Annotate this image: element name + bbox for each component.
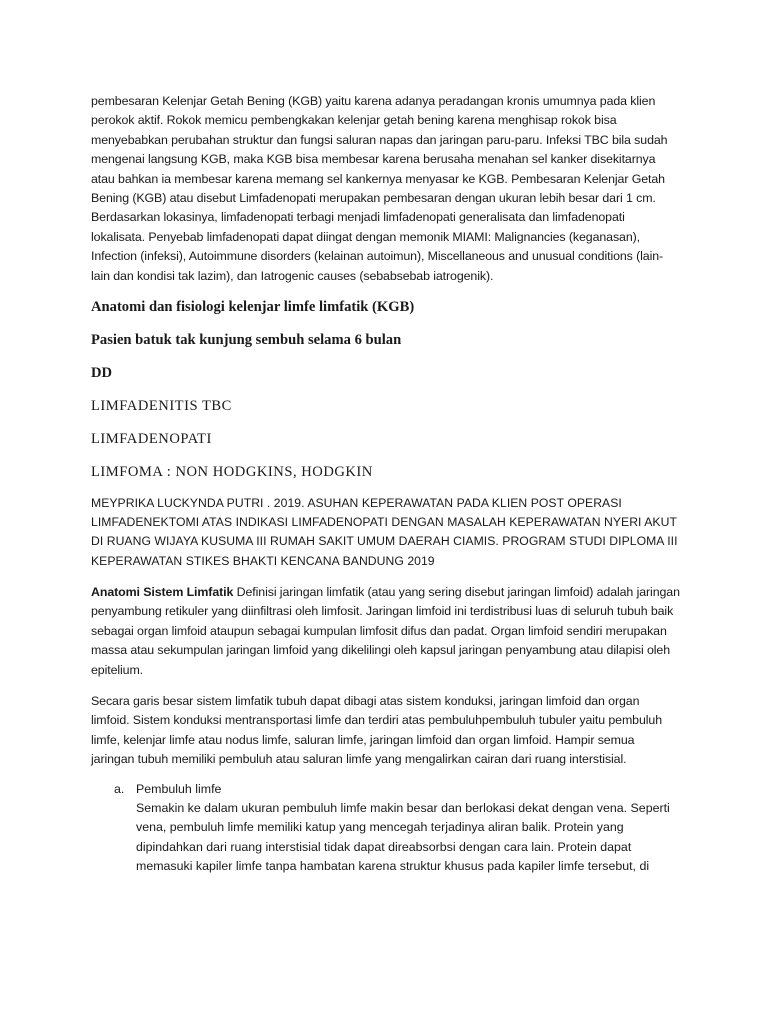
paragraph-text: Definisi jaringan limfatik (atau yang sering disebut jaringan limfoid) adalah jaringan penyambung retikuler yang diinfiltrasi oleh limfosit. Jaringan limfoid ini terdistribusi luas di seluruh tubuh baik sebagai organ limfoid ataupun sebagai kumpulan limfosit difus dan padat. Organ limfoid sendiri merupakan massa atau sekumpulan jaringan limfoid yang dikelilingi oleh kapsul jaringan penyambung atau dilapisi oleh epitelium. — [91, 584, 680, 677]
document-content — [91, 92, 681, 877]
section-heading: Anatomi dan fisiologi kelenjar limfe limfatik (KGB) — [91, 299, 415, 316]
section-heading: LIMFADENOPATI — [91, 431, 212, 448]
section-heading: DD — [91, 365, 113, 382]
section-heading: Pasien batuk tak kunjung sembuh selama 6 bulan — [91, 332, 402, 349]
body-paragraph: Secara garis besar sistem limfatik tubuh dapat dibagi atas sistem konduksi, jaringan limfoid dan organ limfoid. Sistem konduksi mentransportasi limfe dan terdiri atas pembuluhpembuluh tubuler yaitu pembuluh limfe, kelenjar limfe atau nodus limfe, saluran limfe, jaringan limfoid dan organ limfoid. Hampir semua jaringan tubuh memiliki pembuluh atau saluran limfe yang mengalirkan cairan dari ruang interstisial. — [91, 693, 662, 767]
list-item — [91, 780, 681, 877]
body-paragraph — [91, 583, 681, 680]
list-item-title: Pembuluh limfe — [136, 781, 222, 796]
section-heading: LIMFOMA : NON HODGKINS, HODGKIN — [91, 464, 373, 481]
body-paragraph: pembesaran Kelenjar Getah Bening (KGB) yaitu karena adanya peradangan kronis umumnya pada klien perokok aktif. Rokok memicu pembengkakan kelenjar getah bening karena menghisap rokok bisa menyebabkan perubahan struktur dan fungsi saluran napas dan jaringan paru-paru. Infeksi TBC bila sudah mengenai langsung KGB, maka KGB bisa membesar karena berusaha menahan sel kanker disekitarnya atau bahkan ia membesar karena memang sel kankernya menyasar ke KGB. Pembesaran Kelenjar Getah Bening (KGB) atau disebut Limfadenopati merupakan pembesaran dengan ukuran lebih besar dari 1 cm. Berdasarkan lokasinya, limfadenopati terbagi menjadi limfadenopati generalisata dan limfadenopati lokalisata. Penyebab limfadenopati dapat diingat dengan memonik MIAMI: Malignancies (keganasan), Infection (infeksi), Autoimmune disorders (kelainan autoimun), Miscellaneous and unusual conditions (lain-lain dan kondisi tak lazim), dan Iatrogenic causes (sebabsebab iatrogenik). — [91, 94, 668, 283]
list-marker: a. — [114, 781, 125, 796]
inline-bold-title: Anatomi Sistem Limfatik — [91, 584, 234, 599]
section-heading: LIMFADENITIS TBC — [91, 398, 232, 415]
list-item-body: Semakin ke dalam ukuran pembuluh limfe makin besar dan berlokasi dekat dengan vena. Seperti vena, pembuluh limfe memiliki katup yang mencegah terjadinya aliran balik. Protein yang dipindahkan dari ruang interstisial tidak dapat direabsorbsi dengan cara lain. Protein dapat memasuki kapiler limfe tanpa hambatan karena struktur khusus pada kapiler limfe tersebut, di — [136, 800, 670, 874]
citation-paragraph: MEYPRIKA LUCKYNDA PUTRI . 2019. ASUHAN KEPERAWATAN PADA KLIEN POST OPERASI LIMFADENEKTOMI ATAS INDIKASI LIMFADENOPATI DENGAN MASALAH KEPERAWATAN NYERI AKUT DI RUANG WIJAYA KUSUMA III RUMAH SAKIT UMUM DAERAH CIAMIS. PROGRAM STUDI DIPLOMA III KEPERAWATAN STIKES BHAKTI KENCANA BANDUNG 2019 — [91, 496, 678, 568]
